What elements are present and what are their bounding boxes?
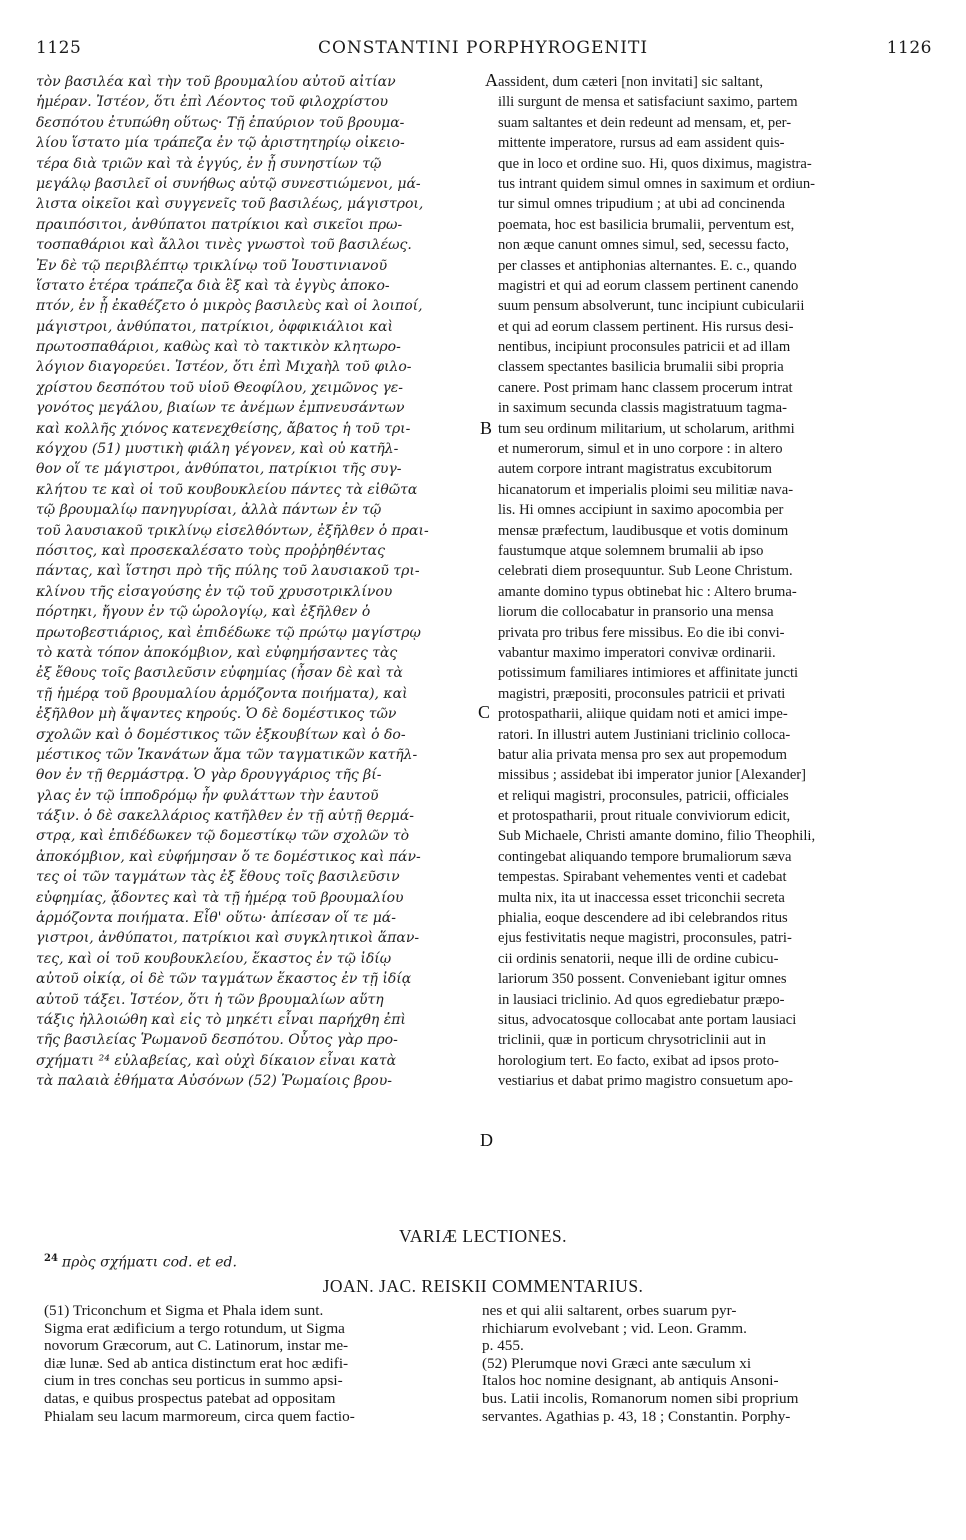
greek-text-line: τοσπαθάριοι καὶ ἄλλοι τινὲς γνωστοὶ τοῦ βασιλέως. [36, 237, 412, 254]
latin-text-line: contingebat aliquando tempore brumaliorum sæva [498, 848, 792, 865]
greek-text-line: Ἐν δὲ τῷ περιβλέπτῳ τρικλίνῳ τοῦ Ἰουστινιανοῦ [36, 257, 388, 274]
latin-text-line: situs, advocatosque collocabat ante portam lausiaci [498, 1011, 797, 1028]
latin-text-line: canere. Post primam hanc classem procerum intrat [498, 379, 793, 396]
greek-text-line: σχολῶν καὶ ὁ δομέστικος τῶν ἐξκουβίτων καὶ ὁ δο- [36, 726, 406, 743]
greek-text-line: πρωτοσπαθάριοι, καθὼς καὶ τὸ τακτικὸν κλητωρο- [36, 339, 401, 356]
variae-lectiones-heading: VARIÆ LECTIONES. [398, 1226, 568, 1246]
latin-text-line: ejus festivitatis neque magistri, proconsules, patri- [498, 930, 792, 947]
latin-text-line: mittente imperatore, rursus ad eam assident quis- [498, 135, 785, 152]
commentary-line: Italos hoc nomine designant, ab antiquis Ansoni- [482, 1372, 779, 1390]
commentary-left-column [44, 1302, 474, 1425]
margin-marker-a: A [485, 70, 498, 90]
greek-text-line: καὶ κολλῆς χιόνος κατενεχθείσης, ἄβατος ἡ τοῦ τρι- [36, 420, 411, 437]
greek-text-line: μεγάλῳ βασιλεῖ οἱ συνήθως αὐτῷ συνεστιώμενοι, μά- [36, 175, 421, 192]
latin-text-line: in saximum secunda classis magistratuum tagma- [498, 400, 787, 417]
greek-text-line: τες, καὶ οἱ τοῦ κουβουκλείου, ἕκαστος ἐν τῷ ἰδίῳ [36, 950, 392, 967]
latin-text-line: cii ordinis senatorii, neque illi de ordine cubicu- [498, 950, 779, 967]
commentary-heading: JOAN. JAC. REISKII COMMENTARIUS. [322, 1276, 644, 1296]
latin-text-line: lis. Hi omnes accipiunt in saximo apocombia per [498, 502, 784, 519]
latin-text-line: suam saltantes et dein redeunt ad mensam, et, per- [498, 114, 792, 131]
greek-text-line: τες οἱ τῶν ταγμάτων τὰς ἐξ ἔθους τοῖς βασιλεῦσιν [36, 869, 400, 886]
commentary-line: bus. Latii incolis, Romanorum nomen sibi proprium [482, 1389, 799, 1407]
greek-text-line: εὐφημίας, ᾄδοντες καὶ τὰ τῇ ἡμέρᾳ τοῦ βρουμαλίου [36, 889, 404, 906]
page-number-right: 1126 [886, 38, 932, 58]
latin-text-line: et protospatharii, prout rituale conviviorum edicit, [498, 808, 791, 825]
latin-text-line: celebrati diem prosequuntur. Sub Leone Christum. [498, 563, 793, 580]
greek-text-line: τοῦ λαυσιακοῦ τρικλίνῳ εἰσελθόντων, ἐξῆλθεν ὁ πραι- [36, 522, 429, 539]
latin-text-line: non æque canunt omnes simul, sed, secessu facto, [498, 237, 790, 254]
greek-text-line: τῇ ἡμέρᾳ τοῦ βρουμαλίου ἁρμόζοντα ποιήματα), καὶ [36, 685, 408, 702]
greek-text-line: πόρτηκι, ἤγουν ἐν τῷ ὡρολογίῳ, καὶ ἐξῆλθεν ὁ [36, 604, 371, 621]
commentary-line: cium in tres conchas seu porticus in summo apsi- [44, 1372, 343, 1390]
greek-text-line: δεσπότου ἐτυπώθη οὕτως· Τῇ ἐπαύριον τοῦ βρουμα- [36, 114, 405, 131]
latin-text-line: illi surgunt de mensa et satisfaciunt saximo, partem [498, 94, 798, 111]
latin-text-line: per classes et antiphonias alternantes. E. c., quando [498, 257, 797, 274]
latin-text-line: ratori. In illustri autem Justiniani triclinio colloca- [498, 726, 791, 743]
footnote [44, 1253, 237, 1271]
latin-text-line: tus intrant quidem simul omnes in saximum et ordiun- [498, 175, 815, 192]
margin-marker-d: D [480, 1130, 493, 1150]
greek-text-line: ἐξῆλθον μὴ ἅψαντες κηρούς. Ὁ δὲ δομέστικος τῶν [36, 706, 397, 723]
commentary-line: servantes. Agathias p. 43, 18 ; Constantin. Porphy- [482, 1407, 791, 1425]
greek-text-line: κόγχου (51) μυστικὴ φιάλη γέγονεν, καὶ οὐ κατῆλ- [36, 441, 399, 458]
greek-text-line: θον οἵ τε μάγιστροι, ἀνθύπατοι, πατρίκιοι τῆς συγ- [36, 461, 402, 478]
latin-text-line: classem spectantes basilicia brumalii sibi propria [498, 359, 784, 376]
latin-text-line: nentibus, incipiunt proconsules patricii et ad illam [498, 339, 791, 356]
greek-text-line: τὰ παλαιὰ ἐθήματα Αὐσόνων (52) Ῥωμαίοις βρου- [36, 1073, 392, 1090]
latin-text-line: missibus ; assidebat ibi imperator junior [Alexander] [498, 767, 807, 784]
latin-text-line: que in loco et ordine suo. Hi, quos diximus, magistra- [498, 155, 812, 172]
greek-text-line: πάντας, καὶ ἵστησι πρὸ τῆς πύλης τοῦ λαυσιακοῦ τρι- [36, 563, 420, 580]
footnote-number: 24 [44, 1253, 58, 1264]
greek-text-line: τῷ βρουμαλίῳ πανηγυρίσαι, ἀλλὰ πάντων ἐν τῷ [36, 502, 382, 519]
latin-text-line: in lausiaci triclinio. Ad quos egrediebatur præpo- [498, 991, 785, 1008]
greek-text-line: αὐτοῦ τάξει. Ἰστέον, ὅτι ἡ τῶν βρουμαλίων αὕτη [36, 991, 384, 1008]
commentary-line: (52) Plerumque novi Græci ante sæculum xi [482, 1354, 752, 1372]
greek-text-line: τάξιν. ὁ δὲ σακελλάριος κατῆλθεν ἐν τῇ αὐτῇ θερμά- [36, 808, 415, 825]
latin-translation-column [498, 72, 934, 1092]
greek-text-line: τάξις ἠλλοιώθη καὶ εἰς τὸ μηκέτι εἶναι παρήχθη ἐπὶ [36, 1011, 406, 1028]
latin-text-line: autem corpore intrant magistratus excubitorum [498, 461, 772, 478]
greek-text-line: πτόν, ἐν ᾗ ἐκαθέζετο ὁ μικρὸς βασιλεὺς καὶ οἱ λοιποί, [36, 298, 423, 315]
greek-text-line: κλίνου τῆς εἰσαγούσης ἐν τῷ τοῦ χρυσοτρικλίνου [36, 583, 393, 600]
greek-text-line: πόσιτος, καὶ προσεκαλέσατο τοὺς προῤῥηθέντας [36, 542, 385, 559]
latin-text-line: tum seu ordinum militarium, ut scholarum, arithmi [498, 420, 795, 437]
latin-text-line: vabantur maximo imperatori convivæ ordinarii. [498, 644, 776, 661]
greek-text-line: ἵστατο ἑτέρα τράπεζα διὰ ἓξ καὶ τὰ ἐγγὺς ἀποκο- [36, 277, 390, 294]
greek-text-line: τὸ κατὰ τόπον ἀποκόμβιον, καὶ εὐφημήσαντες τὰς [36, 644, 398, 661]
greek-text-line: πρωτοβεστιάριος, καὶ ἐπιδέδωκε τῷ πρώτῳ μαγίστρῳ [36, 624, 421, 641]
latin-text-line: horologium tert. Eo facto, exibat ad ipsos proto- [498, 1052, 779, 1069]
greek-text-line: πραιπόσιτοι, ἀνθύπατοι πατρίκιοι καὶ σικεῖοι πρω- [36, 216, 403, 233]
greek-text-line: μάγιστροι, ἀνθύπατοι, πατρίκιοι, ὀφφικιάλιοι καὶ [36, 318, 393, 335]
latin-text-line: suum pensum absolverunt, tunc incipiunt cubicularii [498, 298, 805, 315]
commentary-line: novorum Græcorum, aut C. Latinorum, instar me- [44, 1337, 349, 1355]
latin-text-line: tempestas. Spirabant vehementes venti et cadebat [498, 869, 787, 886]
latin-text-line: vestiarius et dabat primo magistro consuetum apo- [498, 1073, 794, 1090]
latin-text-line: tur simul omnes tripudium ; at ubi ad concinenda [498, 196, 785, 213]
greek-text-line: ἀποκόμβιον, καὶ εὐφήμησαν ὅ τε δομέστικος καὶ πάν- [36, 848, 421, 865]
commentary-line: nes et qui alii saltarent, orbes suarum pyr- [482, 1302, 737, 1319]
latin-text-line: hicanatorum et imperialis ploimi seu militiæ nava- [498, 481, 794, 498]
latin-text-line: liorum die collocabatur in pransorio una mensa [498, 604, 774, 621]
commentary-line: rhichiarum evolvebant ; vid. Leon. Gramm. [482, 1319, 747, 1337]
latin-text-line: potissimum familiares intimiores et affinitate juncti [498, 665, 799, 682]
latin-text-line: privata pro tribus fere missibus. Eo die ibi convi- [498, 624, 785, 641]
greek-text-line: τέρα διὰ τριῶν καὶ τὰ ἐγγύς, ἐν ᾗ συνηστίων τῷ [36, 155, 382, 172]
latin-text-line: lariorum 350 possent. Conveniebant igitur omnes [498, 971, 787, 988]
greek-text-line: τῆς βασιλείας Ῥωμανοῦ δεσπότου. Οὗτος γὰρ προ- [36, 1032, 398, 1049]
greek-text-line: ἁρμόζοντα ποιήματα. Εἶθ' οὕτω· ἀπίεσαν οἵ τε μά- [36, 910, 396, 927]
greek-text-line: ἐξ ἔθους τοῖς βασιλεῦσιν εὐφημίας (ἦσαν δὲ καὶ τὰ [36, 665, 403, 682]
page-header [0, 0, 966, 60]
latin-text-line: multa nix, ita ut inaccessa esset triconchii secreta [498, 889, 785, 906]
greek-text-line: σχήματι ²⁴ εὐλαβείας, καὶ οὐχὶ δίκαιον εἶναι κατὰ [36, 1052, 397, 1069]
latin-text-line: et reliqui magistri, proconsules, patricii, officiales [498, 787, 789, 804]
greek-text-line: τὸν βασιλέα καὶ τὴν τοῦ βρουμαλίου αὐτοῦ αἰτίαν [36, 74, 396, 90]
latin-text-line: phialia, eoque descendere ad ibi celebrandos ritus [498, 910, 788, 927]
greek-text-line: λόγιον διαγορεύει. Ἰστέον, ὅτι ἐπὶ Μιχαὴλ τοῦ φιλο- [36, 359, 412, 376]
greek-text-line: λιστα οἰκεῖοι καὶ συγγενεῖς τοῦ βασιλέως, μάγιστροι, [36, 196, 424, 213]
commentary-line: p. 455. [482, 1337, 524, 1355]
commentary-line: (51) Triconchum et Sigma et Phala idem sunt. [44, 1302, 324, 1319]
running-title: CONSTANTINI PORPHYROGENITI [317, 38, 649, 58]
latin-text-line: Sub Michaele, Christi amante domino, filio Theophili, [498, 828, 816, 845]
page-number-left: 1125 [36, 38, 82, 58]
latin-text-line: magistri, præpositi, proconsules patricii et privati [498, 685, 786, 702]
greek-text-line: ἡμέραν. Ἰστέον, ὅτι ἐπὶ Λέοντος τοῦ φιλοχρίστου [36, 94, 389, 111]
greek-text-line: θον ἐν τῇ θερμάστρᾳ. Ὁ γὰρ δρουγγάριος τῆς βί- [36, 767, 382, 784]
margin-marker-c: C [478, 702, 491, 722]
latin-text-line: batur alia privata mensa pro sex aut propemodum [498, 746, 787, 763]
greek-text-line: στρᾳ, καὶ ἐπιδέδωκεν τῷ δομεστίκῳ τῶν σχολῶν τὸ [36, 828, 410, 845]
latin-text-line: triclinii, quæ in porticum chrysotriclinii aut in [498, 1032, 766, 1049]
greek-text-line: κλήτου τε καὶ οἱ τοῦ κουβουκλείου πάντες τὰ εἰθῶτα [36, 481, 418, 498]
greek-text-line: γιστροι, ἀνθύπατοι, πατρίκιοι καὶ συγκλητικοὶ ἅπαν- [36, 930, 420, 947]
footnote-text: πρὸς σχήματι cod. et ed. [61, 1254, 237, 1271]
latin-text-line: et qui ad eorum classem pertinent. His rursus desi- [498, 318, 794, 335]
greek-text-line: μέστικος τῶν Ἱκανάτων ἅμα τῶν ταγματικῶν κατῆλ- [36, 746, 418, 763]
latin-text-line: mensæ præfectum, laudibusque et votis dominum [498, 522, 789, 539]
greek-text-line: χρίστου δεσπότου τοῦ υἱοῦ Θεοφίλου, χειμῶνος γε- [36, 379, 403, 396]
commentary-line: datas, e quibus prospectus patebat ad oppositam [44, 1389, 336, 1407]
greek-text-line: γλας ἐν τῷ ἱπποδρόμῳ ἦν φυλάττων τὴν ἑαυτοῦ [36, 787, 379, 804]
latin-text-line: assident, dum cæteri [non invitati] sic saltant, [498, 74, 764, 90]
greek-text-line: λίου ἵστατο μία τράπεζα ἐν τῷ ἀριστητηρίῳ οἰκειο- [36, 135, 405, 152]
latin-text-line: et numerorum, simul et in uno corpore : in altero [498, 441, 783, 458]
commentary-line: diæ lunæ. Sed ab antica distinctum erat hoc ædifi- [44, 1354, 349, 1372]
latin-text-line: magistri et qui ad eorum classem pertinent canendo [498, 277, 799, 294]
latin-text-line: protospatharii, aliique quidam noti et amici impe- [498, 706, 788, 723]
greek-text-line: γονότος μεγάλου, βιαίων τε ἀνέμων ἐμπνευσάντων [36, 400, 405, 417]
greek-text-line: αὐτοῦ οἰκίᾳ, οἱ δὲ τῶν ταγμάτων ἕκαστος ἐν τῇ ἰδίᾳ [36, 971, 412, 988]
latin-text-line: amante domino typus obtinebat hic : Altero bruma- [498, 583, 797, 600]
margin-marker-b: B [480, 418, 493, 438]
latin-text-line: poemata, hoc est basilicia brumalii, perventum est, [498, 216, 795, 233]
greek-text-column [36, 72, 482, 1092]
latin-text-line: faustumque atque solemnem brumalii ab ipso [498, 542, 764, 559]
commentary-line: Phialam seu lacum marmoreum, circa quem factio- [44, 1407, 355, 1425]
commentary-right-column [482, 1302, 922, 1425]
commentary-line: Sigma erat ædificium a tergo rotundum, ut Sigma [44, 1319, 345, 1337]
